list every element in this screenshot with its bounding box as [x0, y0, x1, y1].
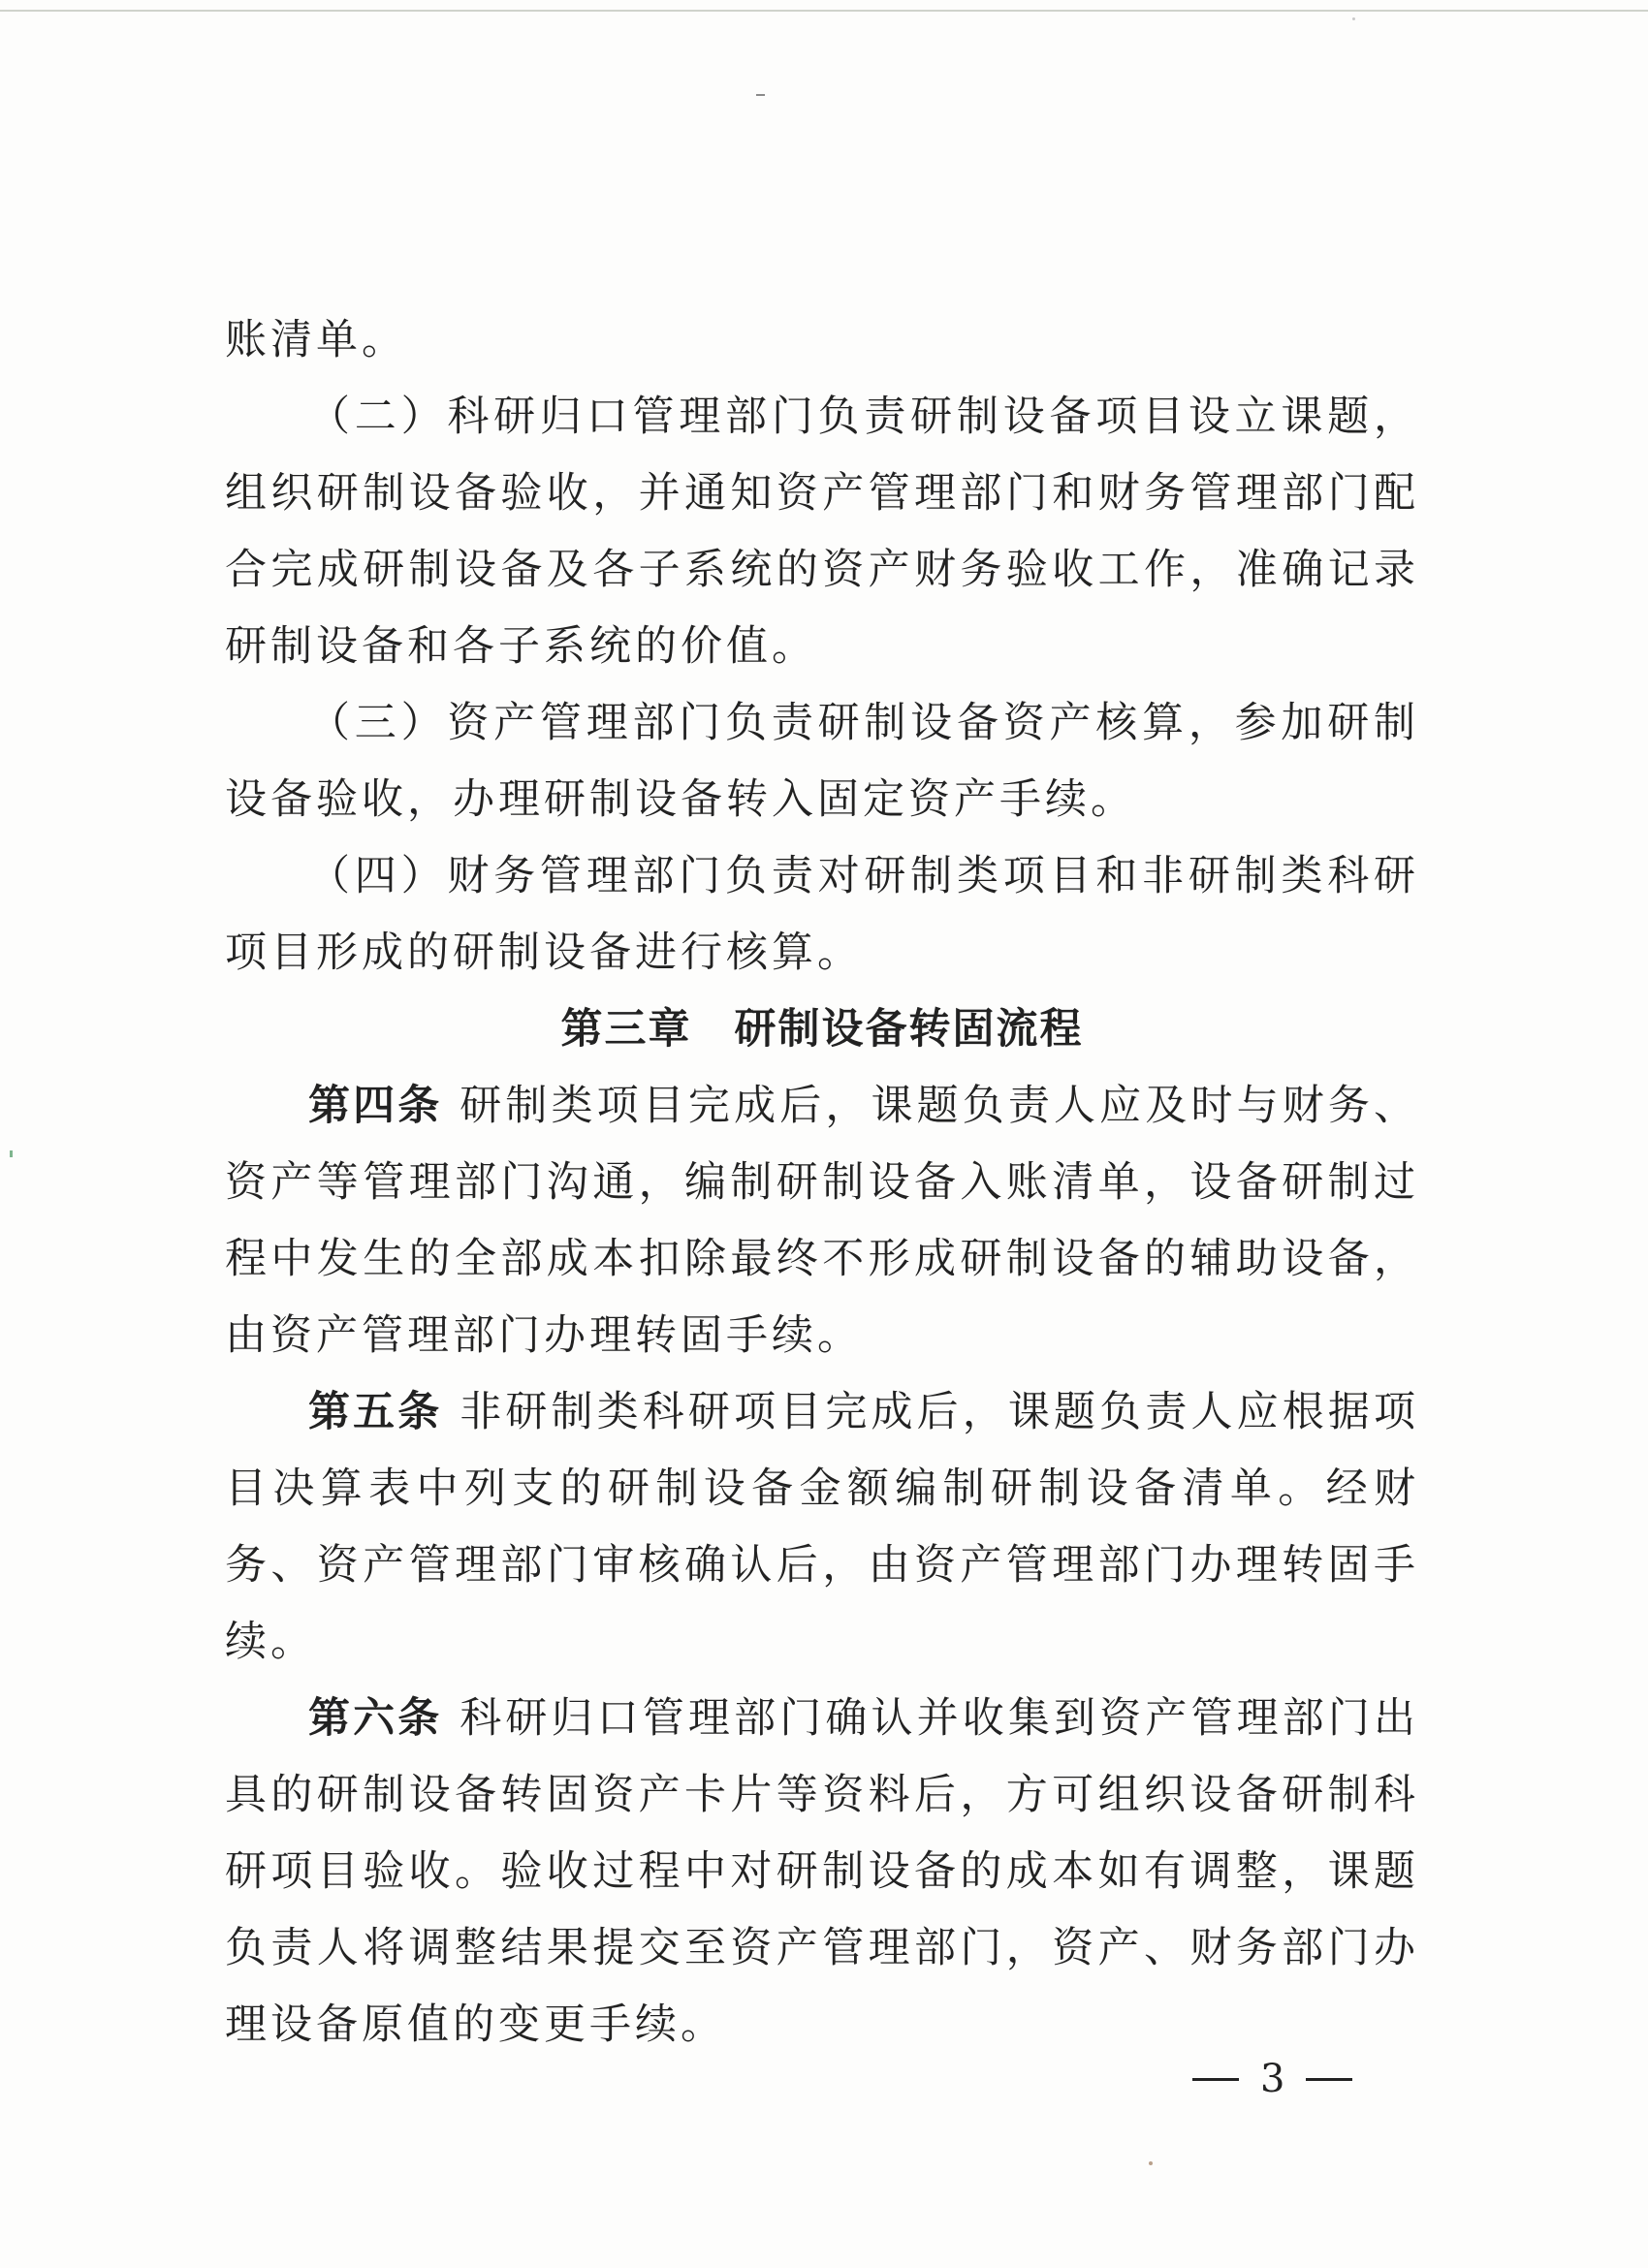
paragraph-item-3: （三）资产管理部门负责研制设备资产核算，参加研制设备验收，办理研制设备转入固定资产手续。: [225, 699, 1419, 824]
page-number-dash-left: [1192, 2078, 1239, 2081]
article-6: [225, 1681, 1419, 2063]
article-label: 第五条: [308, 1388, 443, 1436]
article-text: 研制类项目完成后，课题负责人应及时与财务、资产等管理部门沟通，编制研制设备入账清单，设备研制过程中发生的全部成本扣除最终不形成研制设备的辅助设备，由资产管理部门办理转固手续。: [225, 1082, 1420, 1360]
scan-speck: [756, 94, 765, 96]
chapter-title: 研制设备转固流程: [734, 1005, 1084, 1054]
scan-speck: [10, 1150, 13, 1157]
article-4: [225, 1068, 1419, 1374]
paragraph-item-2: （二）科研归口管理部门负责研制设备项目设立课题，组织研制设备验收，并通知资产管理部门和财务管理部门配合完成研制设备及各子系统的资产财务验收工作，准确记录研制设备和各子系统的价值。: [225, 393, 1419, 671]
page-number-value: 3: [1260, 2057, 1285, 2101]
article-5: [225, 1374, 1419, 1681]
article-text: 科研归口管理部门确认并收集到资产管理部门出具的研制设备转固资产卡片等资料后，方可组织设备研制科研项目验收。验收过程中对研制设备的成本如有调整，课题负责人将调整结果提交至资产管理部门，资产、财务部门办理设备原值的变更手续。: [225, 1694, 1420, 2049]
document-body: [225, 302, 1419, 2063]
chapter-heading: [225, 992, 1419, 1068]
scan-top-edge: [0, 10, 1648, 12]
scan-speck: [1149, 2161, 1153, 2165]
paragraph-item-4: （四）财务管理部门负责对研制类项目和非研制类科研项目形成的研制设备进行核算。: [225, 852, 1419, 977]
article-text: 非研制类科研项目完成后，课题负责人应根据项目决算表中列支的研制设备金额编制研制设备清单。经财务、资产管理部门审核确认后，由资产管理部门办理转固手续。: [225, 1388, 1420, 1666]
paragraph-continuation: 账清单。: [225, 316, 407, 364]
article-label: 第四条: [308, 1082, 443, 1130]
chapter-number: 第三章: [560, 1005, 692, 1054]
scan-speck: [1352, 17, 1355, 20]
article-label: 第六条: [308, 1694, 443, 1743]
page-number-dash-right: [1306, 2078, 1352, 2081]
page-number: [1192, 2057, 1352, 2101]
